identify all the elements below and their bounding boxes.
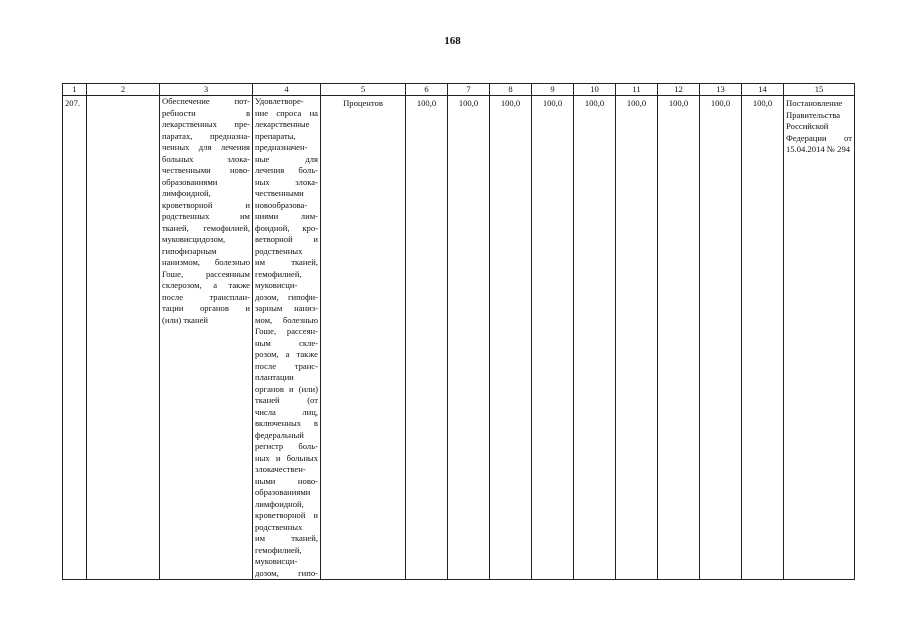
column-number-header [63, 84, 855, 96]
column-header: 12 [658, 84, 700, 96]
value-cell: 100,0 [742, 96, 784, 580]
column-header: 9 [532, 84, 574, 96]
column-header: 8 [490, 84, 532, 96]
table-row [63, 96, 855, 580]
column-header: 3 [160, 84, 253, 96]
column-header: 2 [87, 84, 160, 96]
value-cell: 100,0 [406, 96, 448, 580]
value-cell: 100,0 [700, 96, 742, 580]
row-number: 207. [63, 96, 87, 580]
column-header: 14 [742, 84, 784, 96]
indicator-description: Удовлетворе- ние спроса на лекарственные препараты, предназначен- ные для лечения боль- ных злока- чественными новообразова- ниями лим- фоидной, кро- ветворной и родственных им тканей, гемофилией, муковисци- дозом, гипофи- зарным наниз- мом, болезнью Гоше, рассеян- ным скле- розом, а также после транс- плантации органов и (или) тканей (от числа лиц, включенных в федеральный регистр боль- ных и больных злокачествен- ными ново- образованиями лимфоидной, кроветворной и родственных им тканей, гемофилией, муковисци- дозом, гипо- [253, 96, 321, 580]
unit-cell: Процентов [321, 96, 406, 580]
column-header: 15 [784, 84, 855, 96]
value-cell: 100,0 [490, 96, 532, 580]
page-number: 168 [444, 35, 461, 47]
legal-basis: Постановление Правительства Российской Федерации от 15.04.2014 № 294 [784, 96, 855, 580]
indicator-table [62, 83, 855, 580]
column-header: 10 [574, 84, 616, 96]
column-header: 11 [616, 84, 658, 96]
column-header: 7 [448, 84, 490, 96]
row-col2 [87, 96, 160, 580]
column-header: 13 [700, 84, 742, 96]
measure-description: Обеспечение пот- ребности в лекарственных пре- паратах, предназна- ченных для лечения больных злока- чественными ново- образованиями лимфоидной, кроветворной и родственных им тканей, гемофилией, муковисцидозом, гипофизарным нанизмом, болезнью Гоше, рассеянным склерозом, а также после трансплан- тации органов и (или) тканей [160, 96, 253, 580]
value-cell: 100,0 [574, 96, 616, 580]
column-header: 6 [406, 84, 448, 96]
column-header: 4 [253, 84, 321, 96]
value-cell: 100,0 [616, 96, 658, 580]
column-header: 5 [321, 84, 406, 96]
value-cell: 100,0 [448, 96, 490, 580]
column-header: 1 [63, 84, 87, 96]
value-cell: 100,0 [658, 96, 700, 580]
value-cell: 100,0 [532, 96, 574, 580]
